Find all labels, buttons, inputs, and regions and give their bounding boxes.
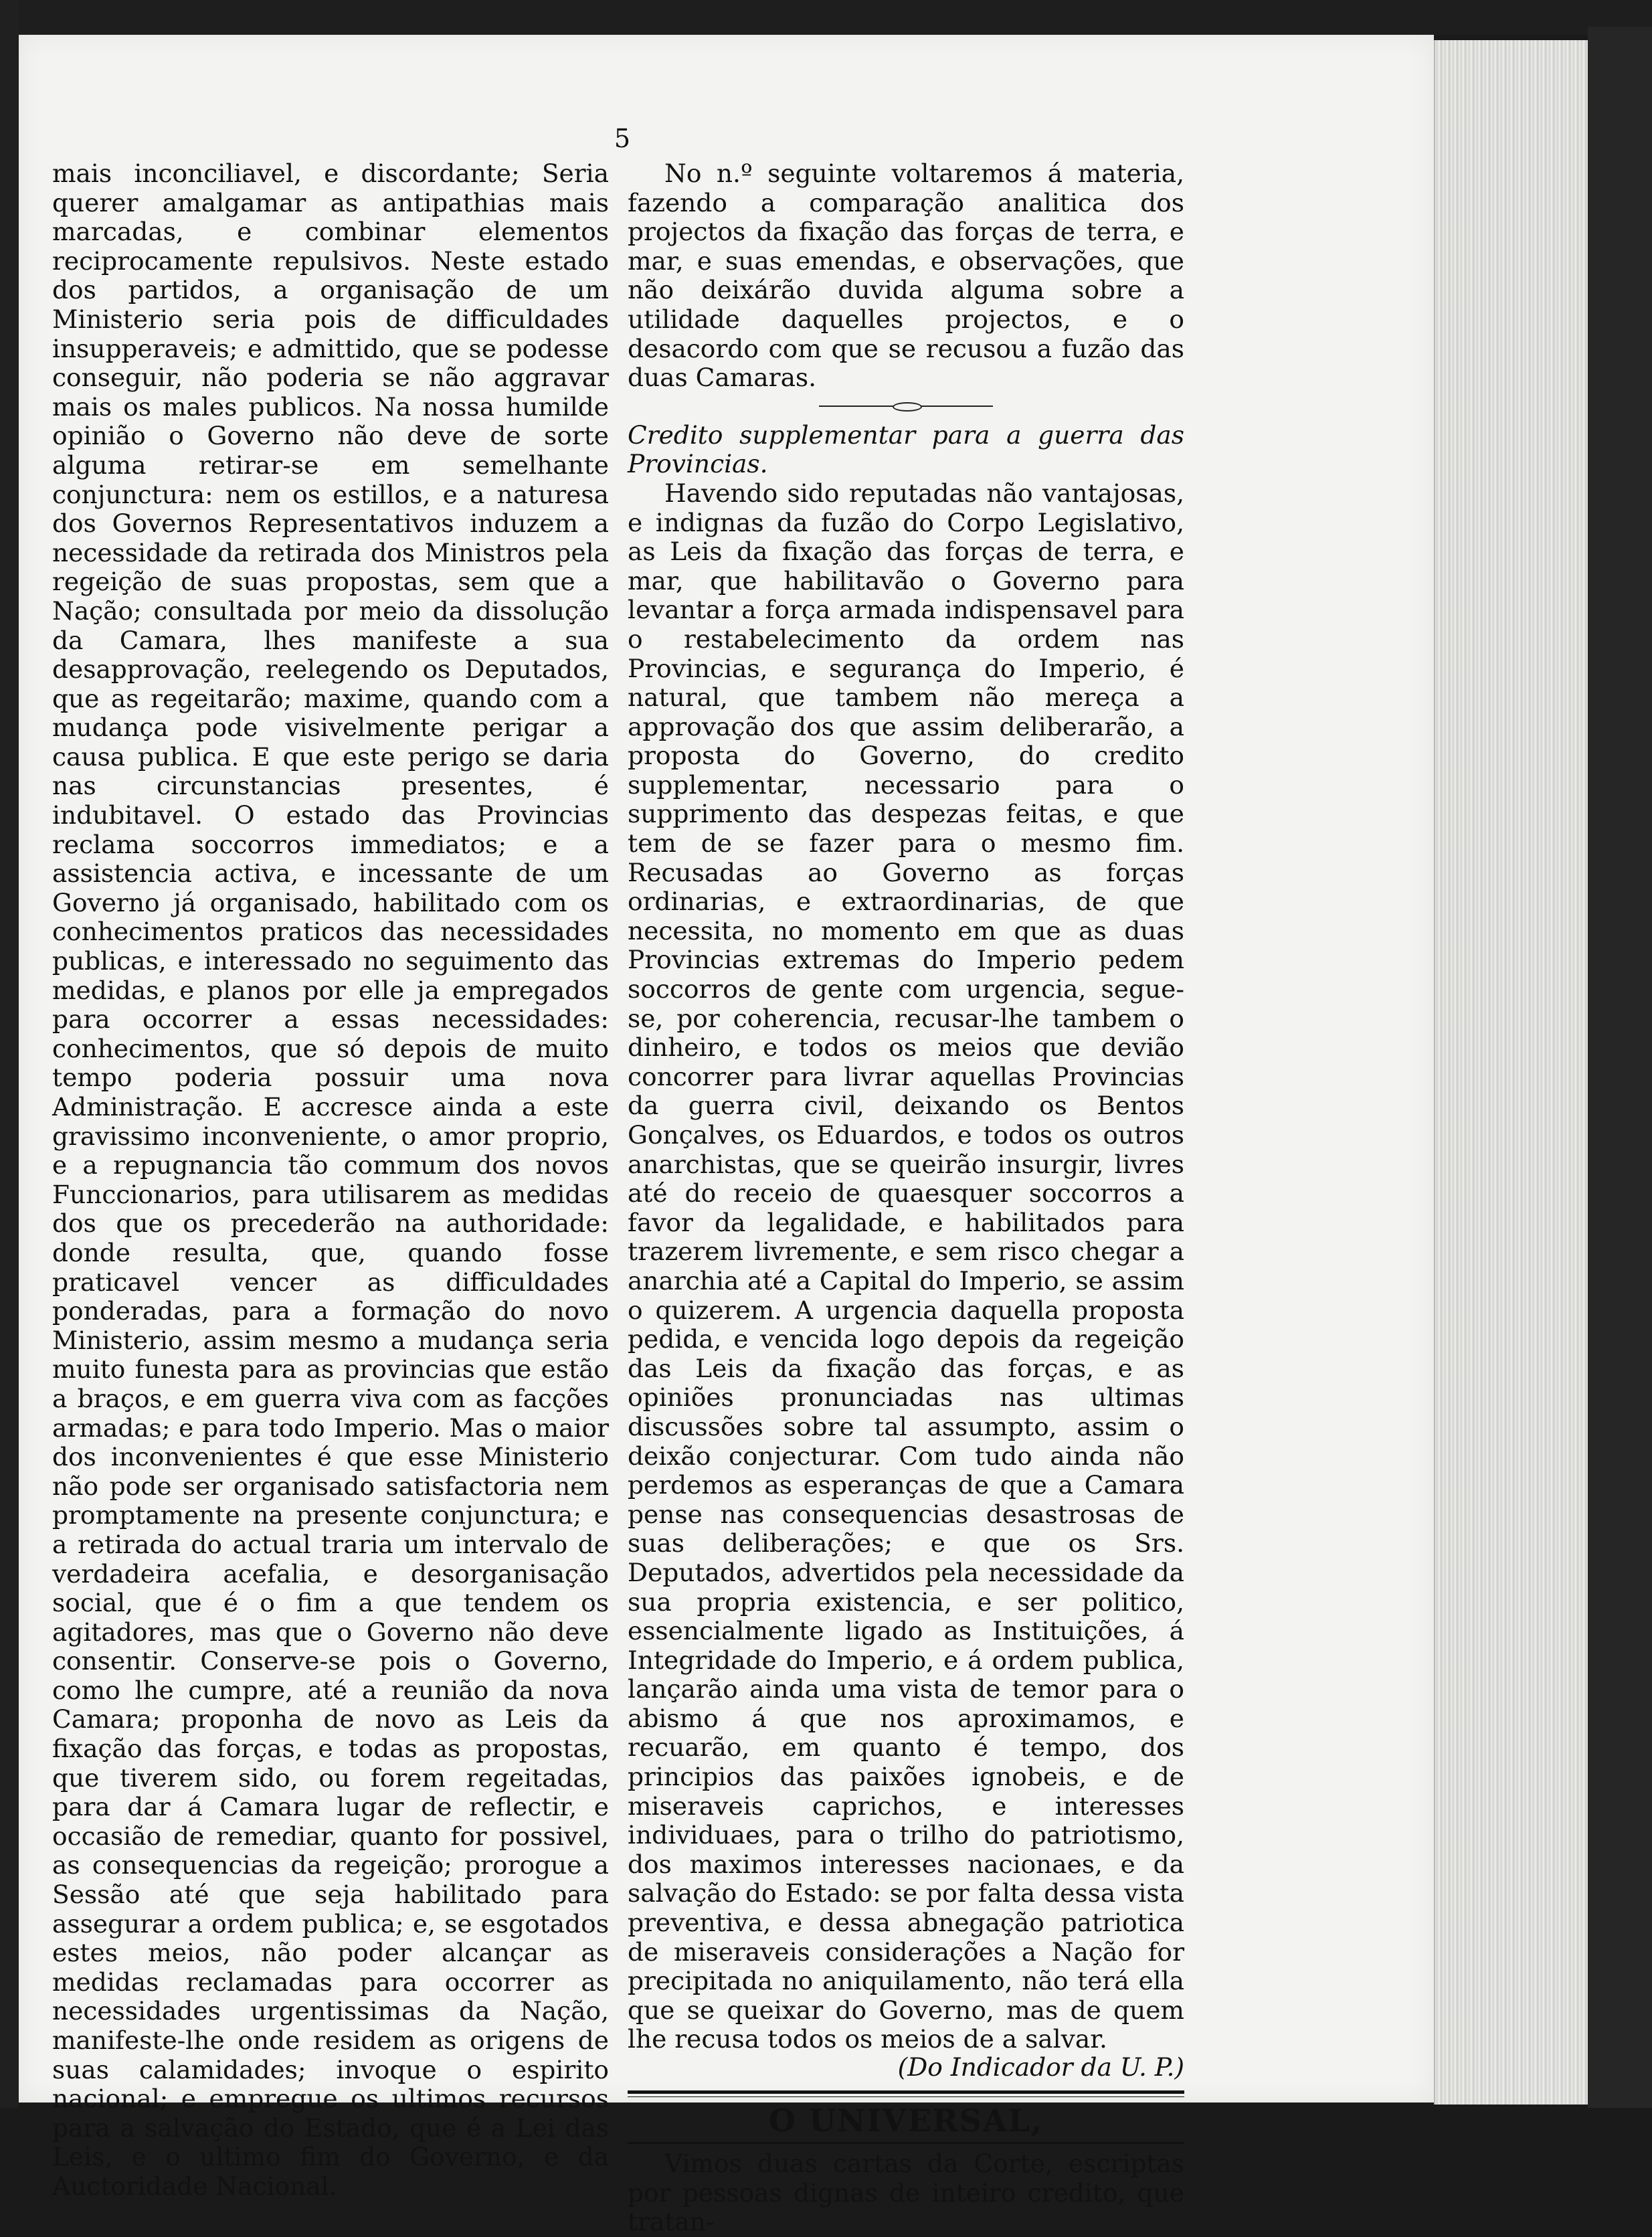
- ornamental-divider: [819, 402, 993, 410]
- book-page-edges: [1434, 40, 1589, 2105]
- masthead-title: O UNIVERSAL,: [768, 2102, 1043, 2139]
- page-number: 5: [614, 124, 631, 153]
- section-heading: Credito supplementar para a guerra das Provincias.: [628, 420, 1184, 479]
- right-paragraph-1: No n.º seguinte voltaremos á materia, fazendo a comparação analitica dos projectos da fixação das forças de terra, e mar, e suas emendas, e observações, que não deixárão duvida alguma sobre a utilidade daquelles projectos, e o desacordo com que se recusou a fuzão das duas Camaras.: [628, 159, 1184, 393]
- source-attribution: (Do Indicador da U. P.): [897, 2052, 1184, 2082]
- double-rule-divider: [628, 2090, 1184, 2097]
- left-column-text: mais inconciliavel, e discordante; Seria querer amalgamar as antipathias mais marcadas, e combinar elementos reciprocamente repulsivos. Neste estado dos partidos, a organisação de um Ministerio seria pois de difficuldades insupperaveis; e admittido, que se podesse conseguir, não poderia se não aggravar mais os males publicos. Na nossa humilde opinião o Governo não deve de sorte alguma retirar-se em semelhante conjunctura: nem os estillos, e a naturesa dos Governos Representativos induzem a necessidade da retirada dos Ministros pela regeição de suas propostas, sem que a Nação; consultada por meio da dissolução da Camara, lhes manifeste a sua desapprovação, reelegendo os Deputados, que as regeitarão; maxime, quando com a mudança pode visivelmente perigar a causa publica. E que este perigo se daria nas circunstancias presentes, é indubitavel. O estado das Provincias reclama soccorros immediatos; e a assistencia activa, e incessante de um Governo já organisado, habilitado com os conhecimentos praticos das necessidades publicas, e interessado no seguimento das medidas, e planos por elle ja empregados para occorrer a essas necessidades: conhecimentos, que só depois de muito tempo poderia possuir uma nova Administração. E accresce ainda a este gravissimo inconveniente, o amor proprio, e a repugnancia tão commum dos novos Funccionarios, para utilisarem as medidas dos que os precederão na authoridade: donde resulta, que, quando fosse praticavel vencer as difficuldades ponderadas, para a formação do novo Ministerio, assim mesmo a mudança seria muito funesta para as provincias que estão a braços, e em guerra viva com as facções armadas; e para todo Imperio. Mas o maior dos inconvenientes é que esse Ministerio não pode ser organisado satisfactoria nem promptamente na presente conjunctura; e a retirada do actual traria um intervalo de verdadeira acefalia, e desorganisação social, que é o fim a que tendem os agitadores, mas que o Governo não deve consentir. Conserve-se pois o Governo, como lhe cumpre, até a reunião da nova Camara; proponha de novo as Leis da fixação das forças, e todas as propostas, que tiverem sido, ou forem regeitadas, para dar á Camara lugar de reflectir, e occasião de remediar, quanto for possivel, as consequencias da regeição; prorogue a Sessão até que seja habilitado para assegurar a ordem publica; e, se esgotados estes meios, não poder alcançar as medidas reclamadas para occorrer as necessidades urgentissimas da Nação, manifeste-lhe onde residem as origens de suas calamidades; invoque o espirito nacional; e empregue os ultimos recursos para a salvação do Estado, que é a Lei das Leis, e o ultimo fim do Governo, e da Auctoridade Nacional.: [52, 159, 609, 2201]
- scan-border-right: [1588, 27, 1652, 2108]
- left-column: [52, 159, 609, 2202]
- right-column: [628, 159, 1184, 2237]
- right-paragraph-3: Vimos duas cartas da Corte, escriptas por pessoas dignas de inteiro credito, que tratan-: [628, 2149, 1184, 2237]
- scan-border-left: [0, 0, 19, 2108]
- masthead-rule: [628, 2142, 1184, 2144]
- right-paragraph-2: Havendo sido reputadas não vantajosas, e indignas da fuzão do Corpo Legislativo, as Leis da fixação das forças de terra, e mar, que habilitavão o Governo para levantar a força armada indispensavel para o restabelecimento da ordem nas Provincias, e segurança do Imperio, é natural, que tambem não mereça a approvação dos que assim deliberarão, a proposta do Governo, do credito supplementar, necessario para o supprimento das despezas feitas, e que tem de se fazer para o mesmo fim. Recusadas ao Governo as forças ordinarias, e extraordinarias, de que necessita, no momento em que as duas Provincias extremas do Imperio pedem soccorros de gente com urgencia, segue-se, por coherencia, recusar-lhe tambem o dinheiro, e todos os meios que devião concorrer para livrar aquellas Provincias da guerra civil, deixando os Bentos Gonçalves, os Eduardos, e todos os outros anarchistas, que se queirão insurgir, livres até do receio de quaesquer soccorros a favor da legalidade, e habilitados para trazerem livremente, e sem risco chegar a anarchia até a Capital do Imperio, se assim o quizerem. A urgencia daquella proposta pedida, e vencida logo depois da regeição das Leis da fixação das forças, e as opiniões pronunciadas nas ultimas discussões sobre tal assumpto, assim o deixão conjecturar. Com tudo ainda não perdemos as esperanças de que a Camara pense nas consequencias desastrosas de suas deliberações; e que os Srs. Deputados, advertidos pela necessidade da sua propria existencia, e ser politico, essencialmente ligado as Instituições, á Integridade do Imperio, e á ordem publica, lançarão ainda uma vista de temor para o abismo á que nos aproximamos, e recuarão, em quanto é tempo, dos principios das paixões ignobeis, e de miseraveis caprichos, e interesses individuaes, para o trilho do patriotismo, dos maximos interesses nacionaes, e da salvação do Estado: se por falta dessa vista preventiva, e dessa abnegação patriotica de miseraveis considerações a Nação for precipitada no aniquilamento, não terá ella que se queixar do Governo, mas de quem lhe recusa todos os meios de a salvar.: [628, 478, 1184, 2054]
- scan-border-top: [0, 0, 1652, 35]
